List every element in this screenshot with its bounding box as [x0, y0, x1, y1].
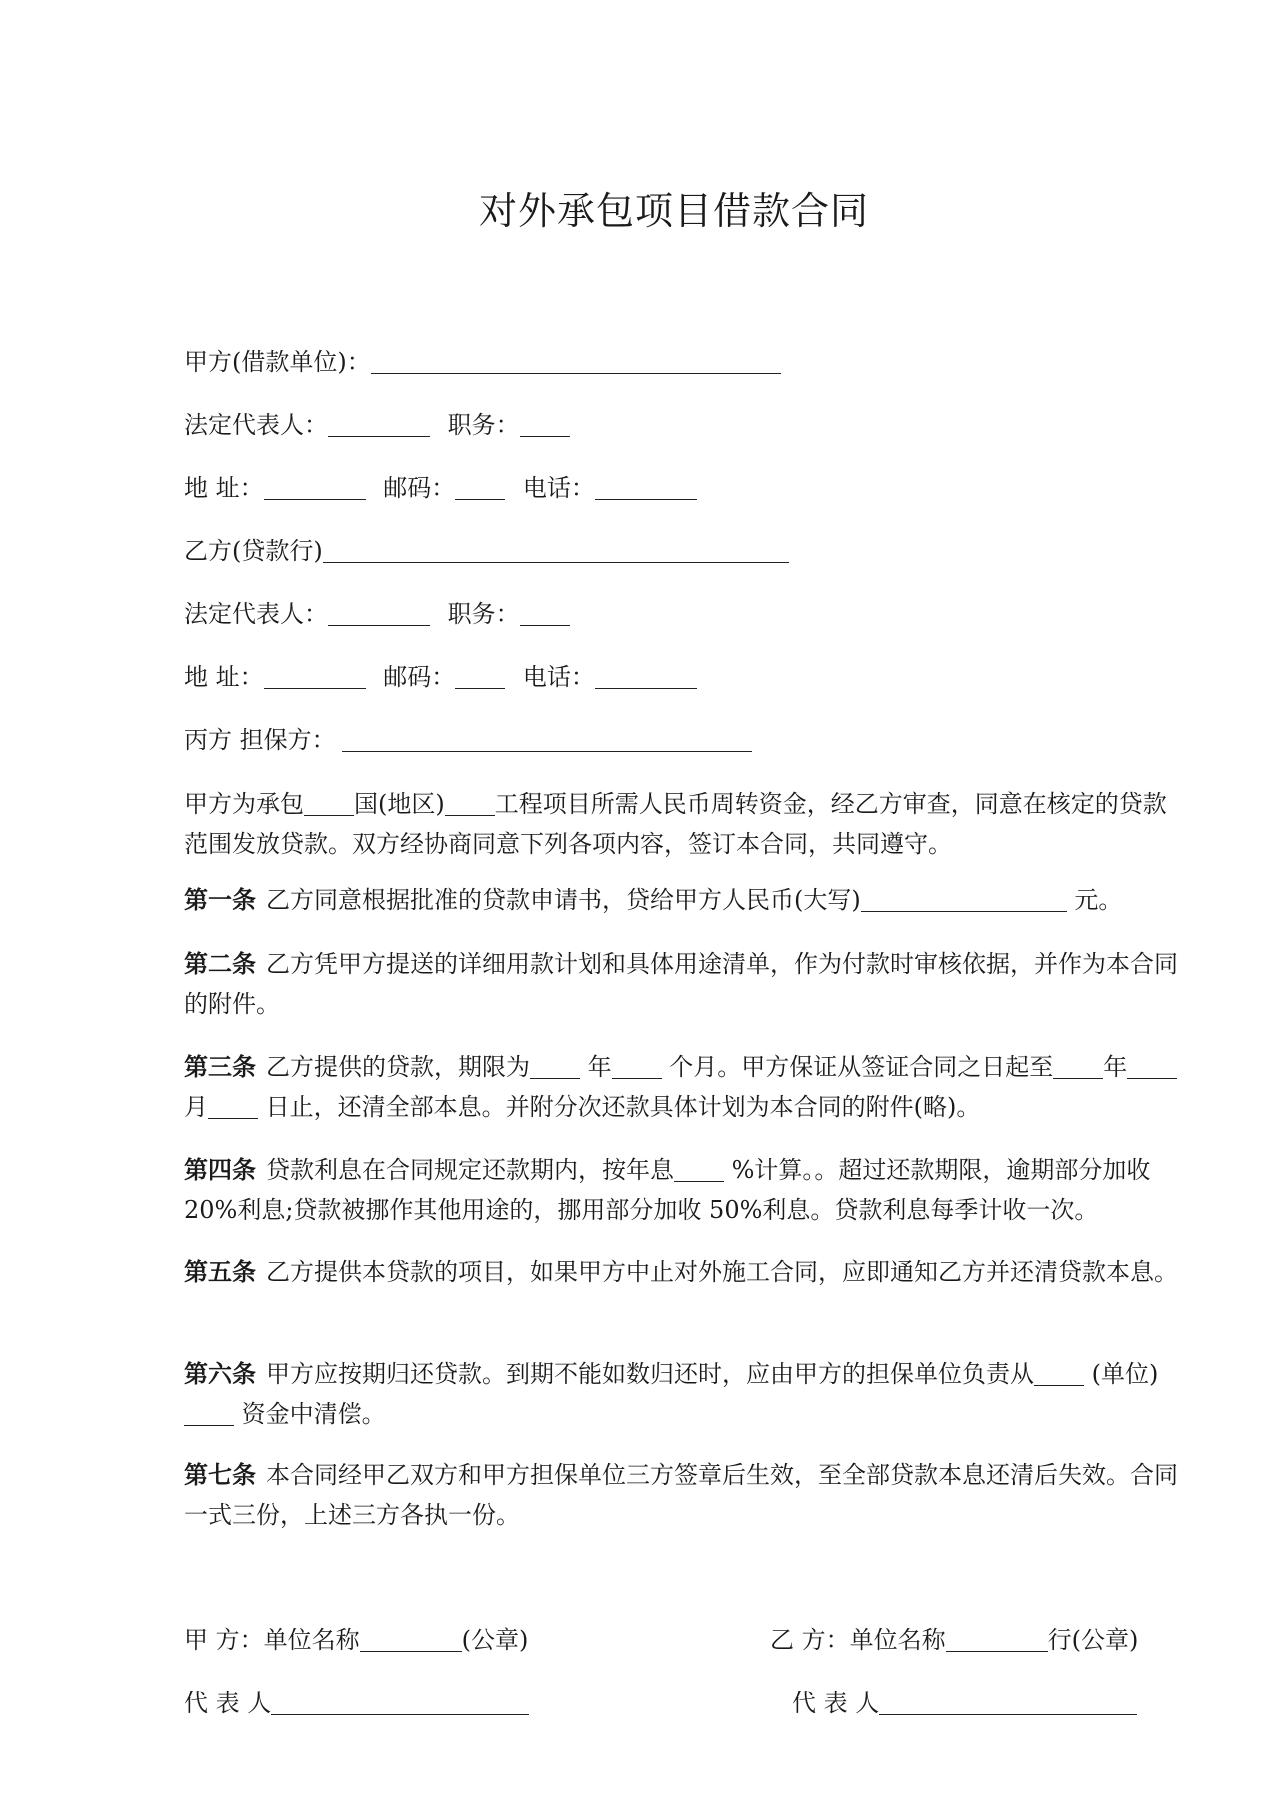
party-a-signature: [184, 1620, 528, 1660]
country-field[interactable]: [304, 787, 354, 816]
party-b-rep-signature-field[interactable]: [879, 1686, 1137, 1715]
party-b-rep-label: 法定代表人：: [184, 600, 328, 628]
party-a-address-field[interactable]: [264, 471, 366, 500]
party-a-rep-signature-label: 代 表 人: [184, 1689, 272, 1717]
party-a-postcode-field[interactable]: [455, 471, 505, 500]
party-c-label: 丙方 担保方：: [184, 726, 336, 754]
article-2-heading: 第二条: [184, 949, 256, 978]
party-b-seal-label: 行(公章): [1047, 1626, 1139, 1654]
article-3-text-3: 个月。甲方保证从签证合同之日起至: [661, 1053, 1054, 1081]
intro-paragraph: [184, 784, 1179, 864]
article-1-text-2: 元。: [1066, 886, 1123, 914]
party-b-unit-field[interactable]: [946, 1623, 1048, 1652]
end-year-field[interactable]: [1053, 1050, 1103, 1079]
guarantor-fund-field[interactable]: [184, 1397, 234, 1426]
intro-text-2: 国(地区): [354, 790, 445, 818]
page-title: 对外承包项目借款合同: [478, 189, 869, 233]
party-a-rep-field[interactable]: [328, 408, 430, 437]
guarantor-unit-field[interactable]: [1034, 1357, 1084, 1386]
article-4: [184, 1150, 1179, 1230]
loan-amount-field[interactable]: [861, 883, 1067, 912]
party-a-phone-label: 电话：: [522, 474, 595, 502]
term-months-field[interactable]: [612, 1050, 662, 1079]
party-b-address-line: [184, 657, 697, 697]
party-b-phone-label: 电话：: [522, 663, 595, 691]
article-7: [184, 1455, 1179, 1535]
article-4-text-2: %计算。。超过还款期限，逾期部分加收 20%利息;贷款被挪作其他用途的，挪用部分加收 50%利息。贷款利息每季计收一次。: [184, 1156, 1151, 1224]
article-3-heading: 第三条: [184, 1052, 256, 1081]
article-2: [184, 944, 1179, 1024]
article-7-heading: 第七条: [184, 1460, 256, 1489]
party-b-rep-signature-label: 代 表 人: [792, 1689, 880, 1717]
party-b-rep-line: [184, 594, 570, 634]
party-a-name-field[interactable]: [371, 345, 781, 374]
party-b-address-label: 地 址：: [184, 663, 264, 691]
article-3-text-5: 月: [184, 1093, 208, 1121]
party-c-line: [184, 720, 752, 760]
term-years-field[interactable]: [530, 1050, 580, 1079]
party-a-position-label: 职务：: [447, 411, 520, 439]
article-2-text: 乙方凭甲方提送的详细用款计划和具体用途清单，作为付款时审核依据，并作为本合同的附件。: [184, 950, 1178, 1018]
article-4-heading: 第四条: [184, 1155, 256, 1184]
end-month-field[interactable]: [1127, 1050, 1177, 1079]
party-b-phone-field[interactable]: [595, 660, 697, 689]
end-day-field[interactable]: [208, 1090, 258, 1119]
article-3: [184, 1047, 1179, 1127]
article-6-text-2: (单位): [1084, 1360, 1159, 1388]
party-b-postcode-label: 邮码：: [383, 663, 456, 691]
article-1: [184, 880, 1179, 920]
intro-text-3: 工程项目所需人民币周转资金，经乙方审查，同意在核定的贷款范围发放贷款。双方经协商同意下列各项内容，签订本合同，共同遵守。: [184, 790, 1167, 858]
party-b-representative: [792, 1683, 1137, 1723]
project-field[interactable]: [445, 787, 495, 816]
party-a-rep-line: [184, 405, 570, 445]
party-a-address-label: 地 址：: [184, 474, 264, 502]
article-6: [184, 1354, 1179, 1434]
article-7-text: 本合同经甲乙双方和甲方担保单位三方签章后生效，至全部贷款本息还清后失效。合同一式三份，上述三方各执一份。: [184, 1461, 1178, 1529]
article-6-text-1: 甲方应按期归还贷款。到期不能如数归还时，应由甲方的担保单位负责从: [266, 1360, 1034, 1388]
party-a-label: 甲方(借款单位)：: [184, 348, 371, 376]
party-a-postcode-label: 邮码：: [383, 474, 456, 502]
article-3-text-2: 年: [580, 1053, 612, 1081]
party-b-position-field[interactable]: [520, 597, 570, 626]
article-5-text: 乙方提供本贷款的项目，如果甲方中止对外施工合同，应即通知乙方并还清贷款本息。: [266, 1258, 1178, 1286]
article-1-heading: 第一条: [184, 885, 256, 914]
party-b-postcode-field[interactable]: [455, 660, 505, 689]
party-a-unit-label: 甲 方：单位名称: [184, 1626, 360, 1654]
party-b-rep-field[interactable]: [328, 597, 430, 626]
article-5: [184, 1252, 1179, 1292]
article-6-text-3: 资金中清偿。: [234, 1400, 386, 1428]
party-a-phone-field[interactable]: [595, 471, 697, 500]
interest-rate-field[interactable]: [674, 1153, 724, 1182]
party-b-address-field[interactable]: [264, 660, 366, 689]
party-b-name-field[interactable]: [323, 534, 789, 563]
party-a-address-line: [184, 468, 697, 508]
article-4-text-1: 贷款利息在合同规定还款期内，按年息: [266, 1156, 674, 1184]
party-a-seal-label: (公章): [461, 1626, 529, 1654]
party-b-unit-label: 乙 方：单位名称: [770, 1626, 946, 1654]
party-b-line: [184, 531, 789, 571]
party-b-label: 乙方(贷款行): [184, 537, 323, 565]
article-6-heading: 第六条: [184, 1359, 256, 1388]
party-b-position-label: 职务：: [447, 600, 520, 628]
article-3-text-1: 乙方提供的贷款，期限为: [266, 1053, 530, 1081]
party-b-signature: [770, 1620, 1138, 1660]
party-a-representative: [184, 1683, 529, 1723]
party-c-name-field[interactable]: [342, 723, 752, 752]
party-a-line: [184, 342, 781, 382]
party-a-position-field[interactable]: [520, 408, 570, 437]
party-a-rep-signature-field[interactable]: [271, 1686, 529, 1715]
article-1-text-1: 乙方同意根据批准的贷款申请书，贷给甲方人民币(大写): [266, 886, 861, 914]
article-3-text-4: 年: [1103, 1053, 1128, 1081]
article-3-text-6: 日止，还清全部本息。并附分次还款具体计划为本合同的附件(略)。: [258, 1093, 981, 1121]
party-a-rep-label: 法定代表人：: [184, 411, 328, 439]
party-a-unit-field[interactable]: [360, 1623, 462, 1652]
article-5-heading: 第五条: [184, 1257, 256, 1286]
intro-text-1: 甲方为承包: [184, 790, 304, 818]
